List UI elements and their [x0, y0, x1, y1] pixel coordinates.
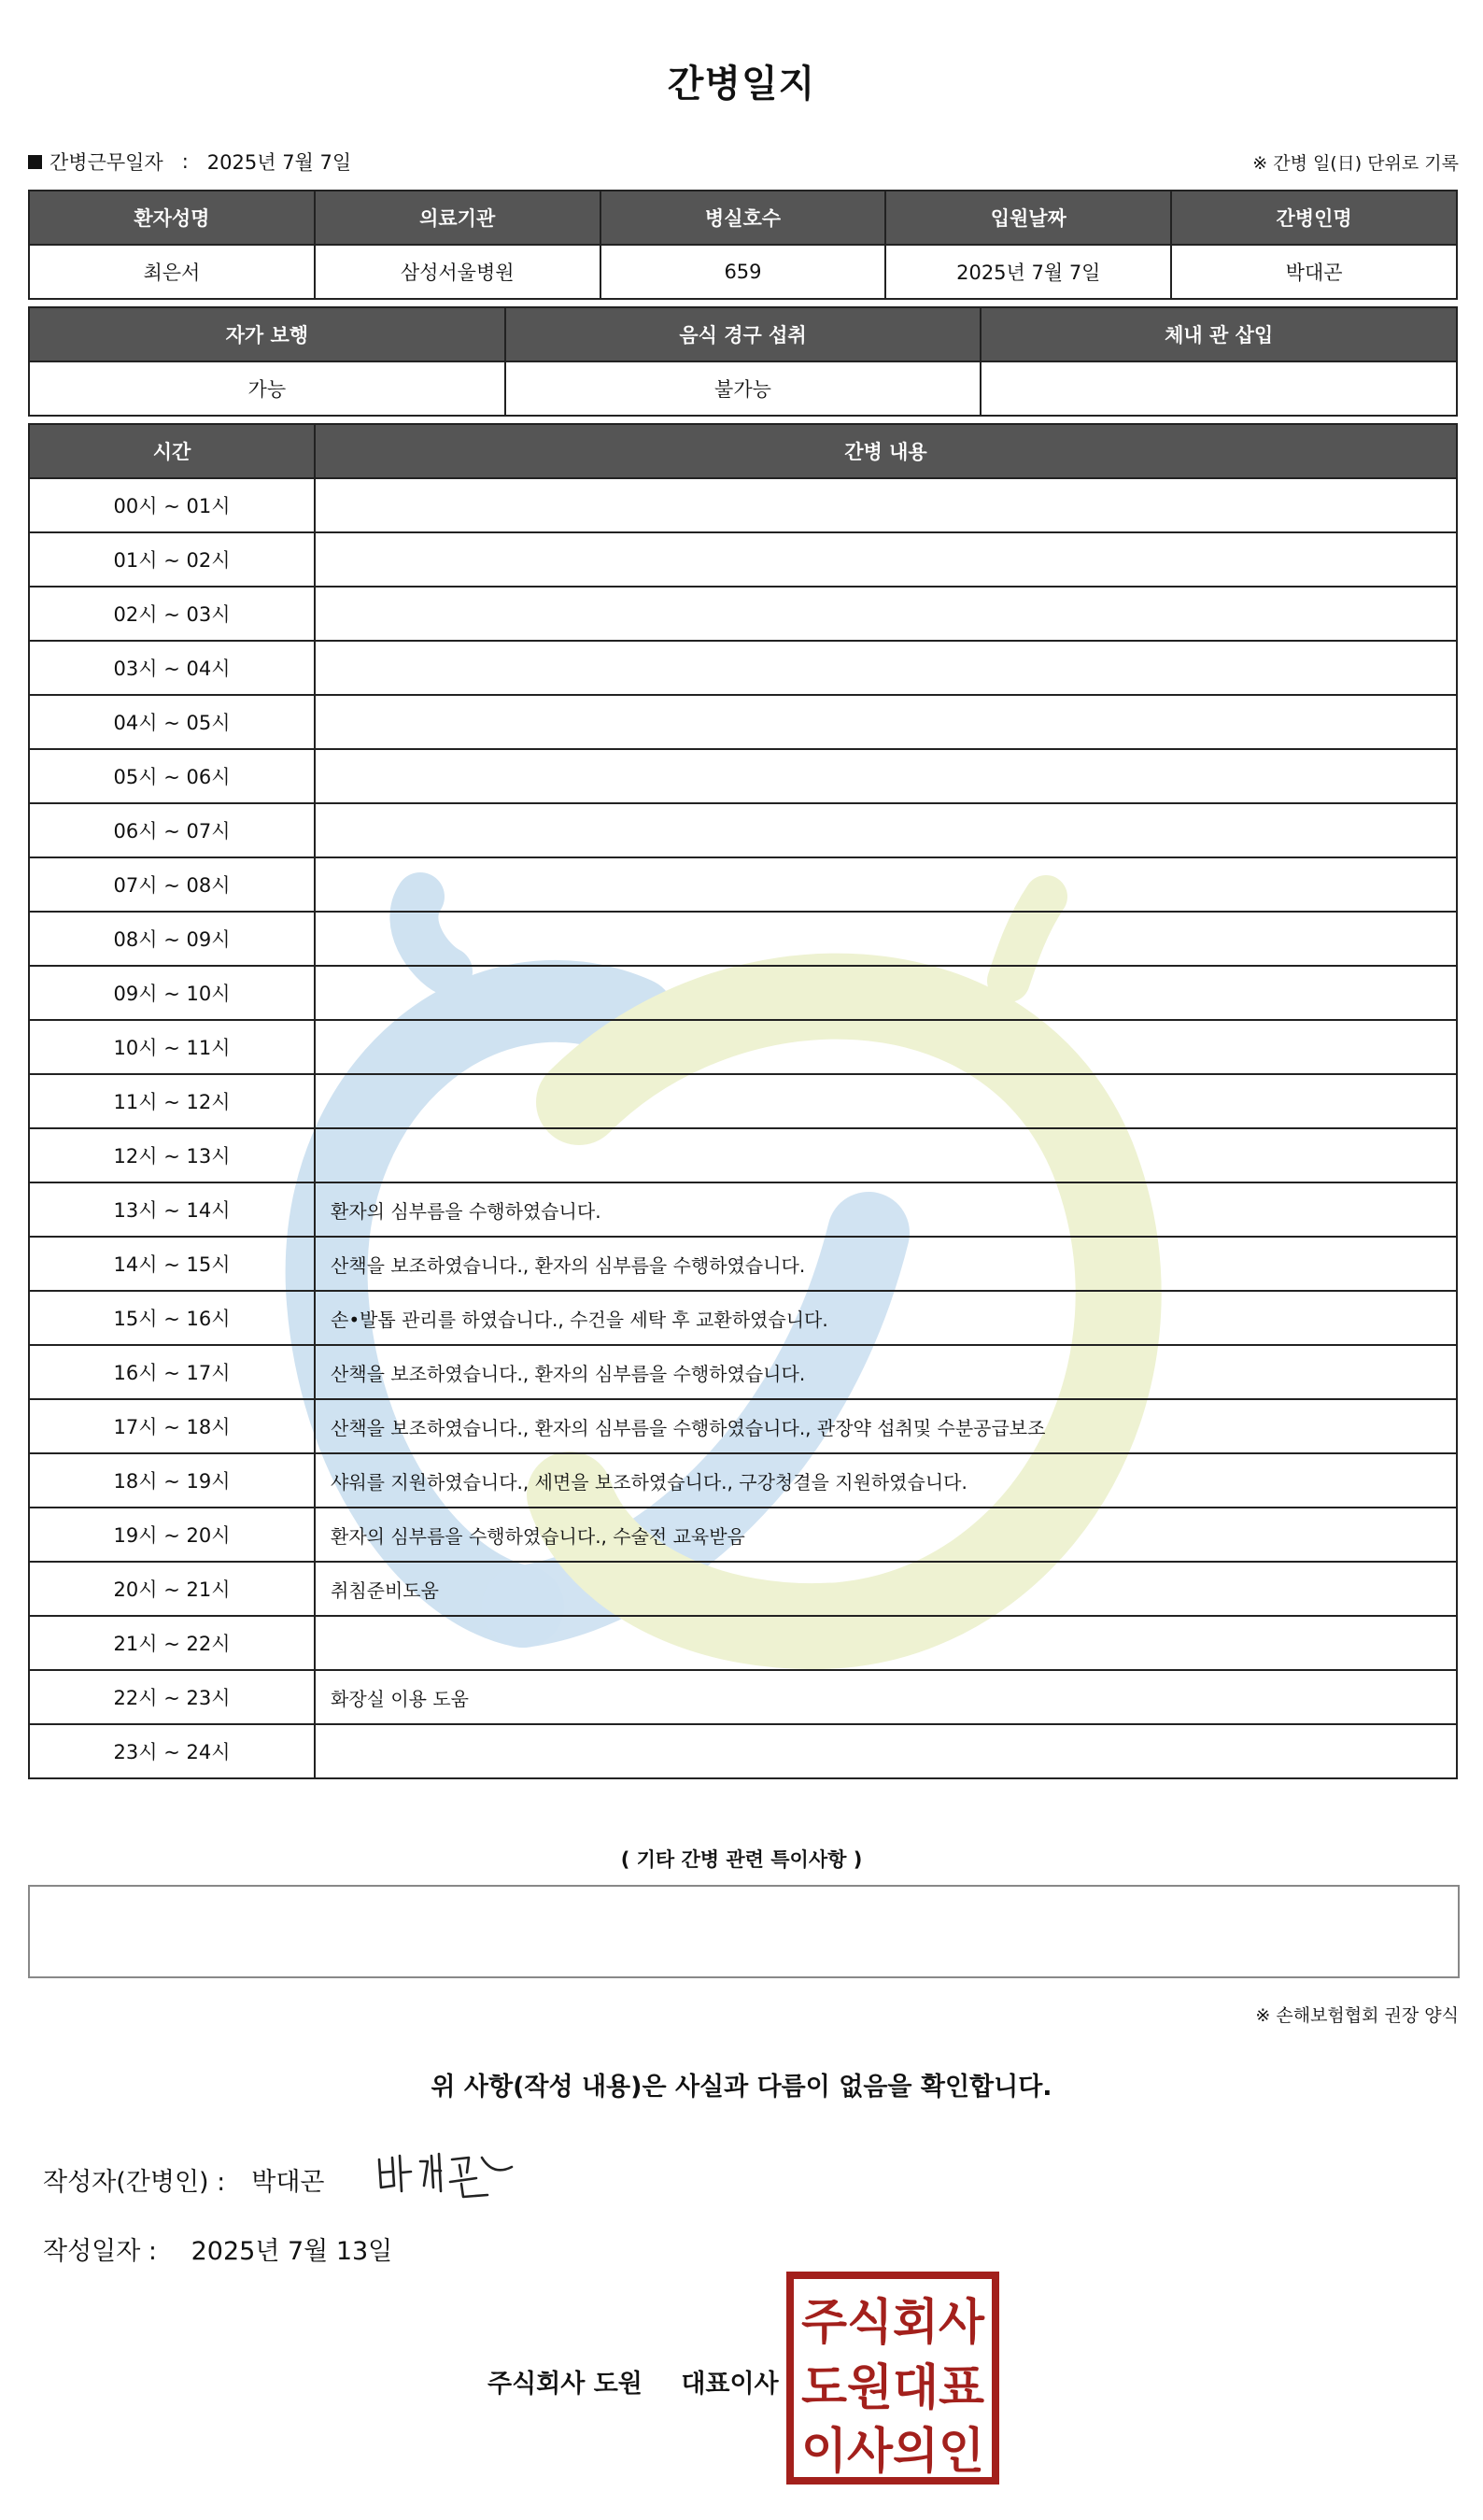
header-care-content: 간병 내용 [315, 424, 1457, 478]
log-time-cell: 13시 ~ 14시 [29, 1182, 315, 1237]
log-time-cell: 12시 ~ 13시 [29, 1128, 315, 1182]
table-row [29, 1074, 1457, 1128]
written-date-value: 2025년 7월 13일 [191, 2237, 393, 2266]
table-row [29, 695, 1457, 749]
log-content-cell [315, 641, 1457, 695]
log-content-cell [315, 1724, 1457, 1778]
table-row [29, 532, 1457, 587]
handwritten-signature [372, 2139, 521, 2214]
log-time-cell: 05시 ~ 06시 [29, 749, 315, 803]
table-row [29, 1508, 1457, 1562]
author-name: 박대곤 [251, 2168, 325, 2197]
log-content-cell: 환자의 심부름을 수행하였습니다. [315, 1182, 1457, 1237]
log-content-cell [315, 532, 1457, 587]
log-content-cell [315, 587, 1457, 641]
table-header-row [29, 307, 1457, 361]
log-time-cell: 18시 ~ 19시 [29, 1453, 315, 1508]
log-content-cell: 산책을 보조하였습니다., 환자의 심부름을 수행하였습니다., 관장약 섭취및 수분공급보조 [315, 1399, 1457, 1453]
log-content-cell [315, 966, 1457, 1020]
log-time-cell: 02시 ~ 03시 [29, 587, 315, 641]
log-content-cell: 산책을 보조하였습니다., 환자의 심부름을 수행하였습니다. [315, 1345, 1457, 1399]
work-date-separator: : [181, 150, 189, 173]
table-row [29, 587, 1457, 641]
seal-text-line: 주식회사 [801, 2295, 985, 2351]
table-header-row [29, 424, 1457, 478]
author-label: 작성자(간병인) : [43, 2168, 226, 2197]
table-row [29, 1345, 1457, 1399]
header-admission-date: 입원날짜 [885, 191, 1171, 245]
work-date-value: 2025년 7월 7일 [206, 151, 352, 174]
log-time-cell: 19시 ~ 20시 [29, 1508, 315, 1562]
table-row [29, 478, 1457, 532]
association-note: ※ 손해보험협회 권장 양식 [1255, 2005, 1459, 2026]
patient-name: 최은서 [29, 245, 315, 299]
log-time-cell: 16시 ~ 17시 [29, 1345, 315, 1399]
log-content-cell [315, 803, 1457, 857]
table-row [29, 912, 1457, 966]
care-log-table [28, 423, 1458, 1779]
table-row [29, 1399, 1457, 1453]
admission-date: 2025년 7월 7일 [885, 245, 1171, 299]
log-time-cell: 15시 ~ 16시 [29, 1291, 315, 1345]
work-date-label: 간병근무일자 [49, 151, 163, 174]
log-time-cell: 01시 ~ 02시 [29, 532, 315, 587]
table-row [29, 1128, 1457, 1182]
table-row [29, 245, 1457, 299]
hospital: 삼성서울병원 [315, 245, 600, 299]
page-title: 간병일지 [667, 63, 816, 106]
log-time-cell: 17시 ~ 18시 [29, 1399, 315, 1453]
self-walking-value: 가능 [29, 361, 505, 416]
patient-info-table [28, 190, 1458, 300]
log-time-cell: 03시 ~ 04시 [29, 641, 315, 695]
log-content-cell [315, 478, 1457, 532]
log-time-cell: 06시 ~ 07시 [29, 803, 315, 857]
table-row [29, 1182, 1457, 1237]
log-content-cell [315, 695, 1457, 749]
header-hospital: 의료기관 [315, 191, 600, 245]
company-line [487, 2363, 779, 2400]
table-row [29, 857, 1457, 912]
caregiver-name: 박대곤 [1171, 245, 1457, 299]
seal-text-line: 도원대표 [801, 2360, 984, 2416]
notes-box [28, 1885, 1460, 1978]
header-oral-intake: 음식 경구 섭취 [505, 307, 982, 361]
table-header-row [29, 191, 1457, 245]
written-date-line [43, 2230, 392, 2267]
log-time-cell: 10시 ~ 11시 [29, 1020, 315, 1074]
log-time-cell: 09시 ~ 10시 [29, 966, 315, 1020]
table-row [29, 1670, 1457, 1724]
unit-note: ※ 간병 일(日) 단위로 기록 [1252, 153, 1459, 174]
log-time-cell: 23시 ~ 24시 [29, 1724, 315, 1778]
log-time-cell: 20시 ~ 21시 [29, 1562, 315, 1616]
table-row [29, 361, 1457, 416]
log-content-cell [315, 1128, 1457, 1182]
table-row [29, 966, 1457, 1020]
log-time-cell: 08시 ~ 09시 [29, 912, 315, 966]
header-time: 시간 [29, 424, 315, 478]
log-time-cell: 00시 ~ 01시 [29, 478, 315, 532]
header-caregiver-name: 간병인명 [1171, 191, 1457, 245]
log-time-cell: 04시 ~ 05시 [29, 695, 315, 749]
oral-intake-value: 불가능 [505, 361, 982, 416]
log-content-cell [315, 857, 1457, 912]
log-content-cell: 환자의 심부름을 수행하였습니다., 수술전 교육받음 [315, 1508, 1457, 1562]
log-content-cell: 샤워를 지원하였습니다., 세면을 보조하였습니다., 구강청결을 지원하였습니다. [315, 1453, 1457, 1508]
log-time-cell: 14시 ~ 15시 [29, 1237, 315, 1291]
log-time-cell: 07시 ~ 08시 [29, 857, 315, 912]
log-content-cell: 손•발톱 관리를 하였습니다., 수건을 세탁 후 교환하였습니다. [315, 1291, 1457, 1345]
table-row [29, 749, 1457, 803]
log-content-cell: 화장실 이용 도움 [315, 1670, 1457, 1724]
table-row [29, 1562, 1457, 1616]
room-number: 659 [600, 245, 886, 299]
patient-status-table [28, 306, 1458, 417]
header-self-walking: 자가 보행 [29, 307, 505, 361]
bullet-square-icon [28, 155, 42, 169]
log-time-cell: 21시 ~ 22시 [29, 1616, 315, 1670]
header-room-number: 병실호수 [600, 191, 886, 245]
table-row [29, 1724, 1457, 1778]
tube-insertion-value [981, 361, 1457, 416]
notes-title: ( 기타 간병 관련 특이사항 ) [620, 1848, 863, 1871]
log-content-cell [315, 912, 1457, 966]
log-time-cell: 22시 ~ 23시 [29, 1670, 315, 1724]
author-line [43, 2161, 325, 2198]
log-content-cell [315, 1616, 1457, 1670]
table-row [29, 1291, 1457, 1345]
company-name: 주식회사 도원 [487, 2370, 643, 2399]
representative-title: 대표이사 [681, 2370, 779, 2399]
seal-text-line: 이사의인 [801, 2424, 984, 2480]
table-row [29, 803, 1457, 857]
written-date-label: 작성일자 : [43, 2237, 158, 2266]
log-content-cell: 취침준비도움 [315, 1562, 1457, 1616]
confirmation-statement: 위 사항(작성 내용)은 사실과 다름이 없음을 확인합니다. [431, 2073, 1052, 2102]
log-content-cell: 산책을 보조하였습니다., 환자의 심부름을 수행하였습니다. [315, 1237, 1457, 1291]
log-content-cell [315, 1020, 1457, 1074]
header-patient-name: 환자성명 [29, 191, 315, 245]
table-row [29, 1616, 1457, 1670]
header-tube-insertion: 체내 관 삽입 [981, 307, 1457, 361]
log-time-cell: 11시 ~ 12시 [29, 1074, 315, 1128]
log-content-cell [315, 749, 1457, 803]
company-seal-stamp [786, 2272, 999, 2485]
table-row [29, 1020, 1457, 1074]
log-content-cell [315, 1074, 1457, 1128]
table-row [29, 1237, 1457, 1291]
work-date-line [28, 148, 351, 176]
table-row [29, 641, 1457, 695]
table-row [29, 1453, 1457, 1508]
